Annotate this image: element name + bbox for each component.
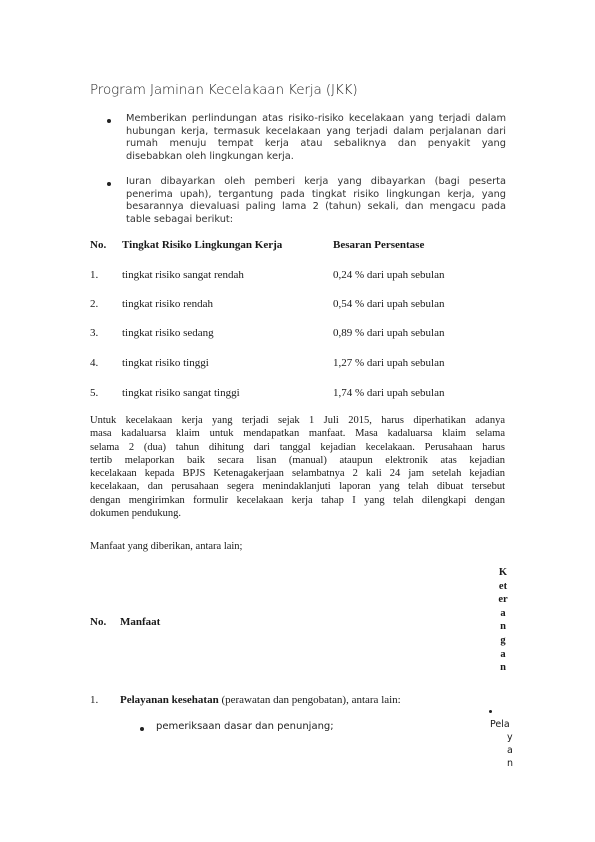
bullet-line: disebabkan oleh lingkungan kerja. [126, 150, 294, 162]
header-note-fragment: a [500, 648, 506, 660]
bullet-line: besarannya dievaluasi paling lama 2 (tahun) sekali, dan mengacu pada [126, 201, 506, 213]
rate-table-header-no: No. [90, 239, 107, 251]
row-note-fragment: y [507, 732, 513, 743]
benefit-sub-item: pemeriksaan dasar dan penunjang; [156, 721, 334, 732]
rate-table-header-level: Tingkat Risiko Lingkungan Kerja [122, 239, 283, 251]
bullet-line: Iuran dibayarkan oleh pemberi kerja yang dibayarkan (bagi peserta [126, 176, 506, 187]
header-note-fragment: et [498, 580, 508, 592]
rate-row-level: tingkat risiko sangat tinggi [122, 387, 240, 399]
row-note-fragment: a [507, 745, 513, 756]
paragraph-line: tertib melaporkan baik secara lisan (manual) ataupun elektronik atas kejadian [90, 454, 505, 466]
benefit-row-note [488, 718, 518, 770]
header-note-fragment: n [500, 621, 506, 633]
bullet-dot [107, 119, 111, 123]
header-note-fragment: g [500, 634, 506, 646]
bullet-line: Memberikan perlindungan atas risiko-risiko kecelakaan yang terjadi dalam [126, 113, 506, 124]
rate-row-no: 4. [90, 357, 99, 369]
header-note-fragment: K [498, 567, 508, 578]
paragraph-line: masa kadaluarsa klaim untuk mendapatkan manfaat. Masa kadaluarsa klaim selama [90, 428, 505, 440]
bullet-paragraph-coverage [126, 113, 506, 163]
rate-row-level: tingkat risiko tinggi [122, 357, 209, 369]
rate-row-level: tingkat risiko sangat rendah [122, 269, 244, 281]
paragraph-line: selama 2 (dua) tahun dihitung dari tanggal kejadian kecelakaan. Perusahaan harus [90, 441, 505, 453]
bullet-dot [489, 710, 492, 713]
rate-row-no: 5. [90, 387, 99, 399]
rate-row-rate: 0,89 % dari upah sebulan [333, 327, 445, 339]
rate-row-no: 3. [90, 327, 99, 339]
benefit-table-header-no: No. [90, 616, 107, 628]
rate-row-rate: 0,24 % dari upah sebulan [333, 269, 445, 281]
rate-row-level: tingkat risiko sedang [122, 327, 214, 339]
bullet-paragraph-contribution [126, 176, 506, 226]
rate-table-header-rate: Besaran Persentase [333, 239, 425, 251]
paragraph-line: dokumen pendukung. [90, 508, 181, 520]
benefit-row-title-rest: (perawatan dan pengobatan), antara lain: [218, 694, 401, 706]
benefit-table-header-benefit: Manfaat [120, 616, 161, 628]
paragraph-line: kecelakaan, dan perusahaan segera menindaklanjuti laporan yang telah dibuat tersebut [90, 481, 505, 493]
rate-row-level: tingkat risiko rendah [122, 298, 214, 310]
paragraph-line: dengan mengirimkan formulir kecelakaan kerja tahap I yang telah dilengkapi dengan [90, 494, 505, 506]
rate-row-rate: 1,27 % dari upah sebulan [333, 357, 445, 369]
row-note-fragment: n [507, 758, 514, 769]
benefit-row-title [120, 694, 401, 706]
paragraph-line: Untuk kecelakaan kerja yang terjadi sejak 1 Juli 2015, harus diperhatikan adanya [90, 415, 505, 426]
bullet-line: rumah menuju tempat kerja atau sebaliknya dan penyakit yang [126, 138, 506, 150]
benefits-intro: Manfaat yang diberikan, antara lain; [90, 541, 243, 552]
rate-row-rate: 0,54 % dari upah sebulan [333, 298, 445, 310]
bullet-line: table sebagai berikut: [126, 213, 234, 225]
benefit-row-no: 1. [90, 694, 99, 706]
rate-row-no: 2. [90, 298, 99, 310]
claim-paragraph [90, 414, 505, 520]
paragraph-line: kecelakaan kepada BPJS Ketenagakerjaan selambatnya 2 kali 24 jam setelah kejadian [90, 468, 505, 480]
bullet-dot [140, 727, 144, 731]
row-note-fragment: Pela [490, 719, 510, 730]
bullet-line: penerima upah), tergantung pada tingkat risiko lingkungan kerja, yang [126, 188, 506, 200]
header-note-fragment: er [498, 594, 508, 606]
bullet-line: hubungan kerja, termasuk kecelakaan yang terjadi dalam perjalanan dari [126, 125, 506, 137]
bullet-dot [107, 182, 111, 186]
header-note-fragment: a [500, 607, 506, 619]
page-title: Program Jaminan Kecelakaan Kerja (JKK) [90, 82, 358, 98]
benefit-row-title-bold: Pelayanan kesehatan [120, 694, 219, 706]
header-note-fragment: n [500, 662, 506, 674]
rate-row-no: 1. [90, 269, 99, 281]
benefit-table-header-note [496, 566, 510, 675]
rate-row-rate: 1,74 % dari upah sebulan [333, 387, 445, 399]
